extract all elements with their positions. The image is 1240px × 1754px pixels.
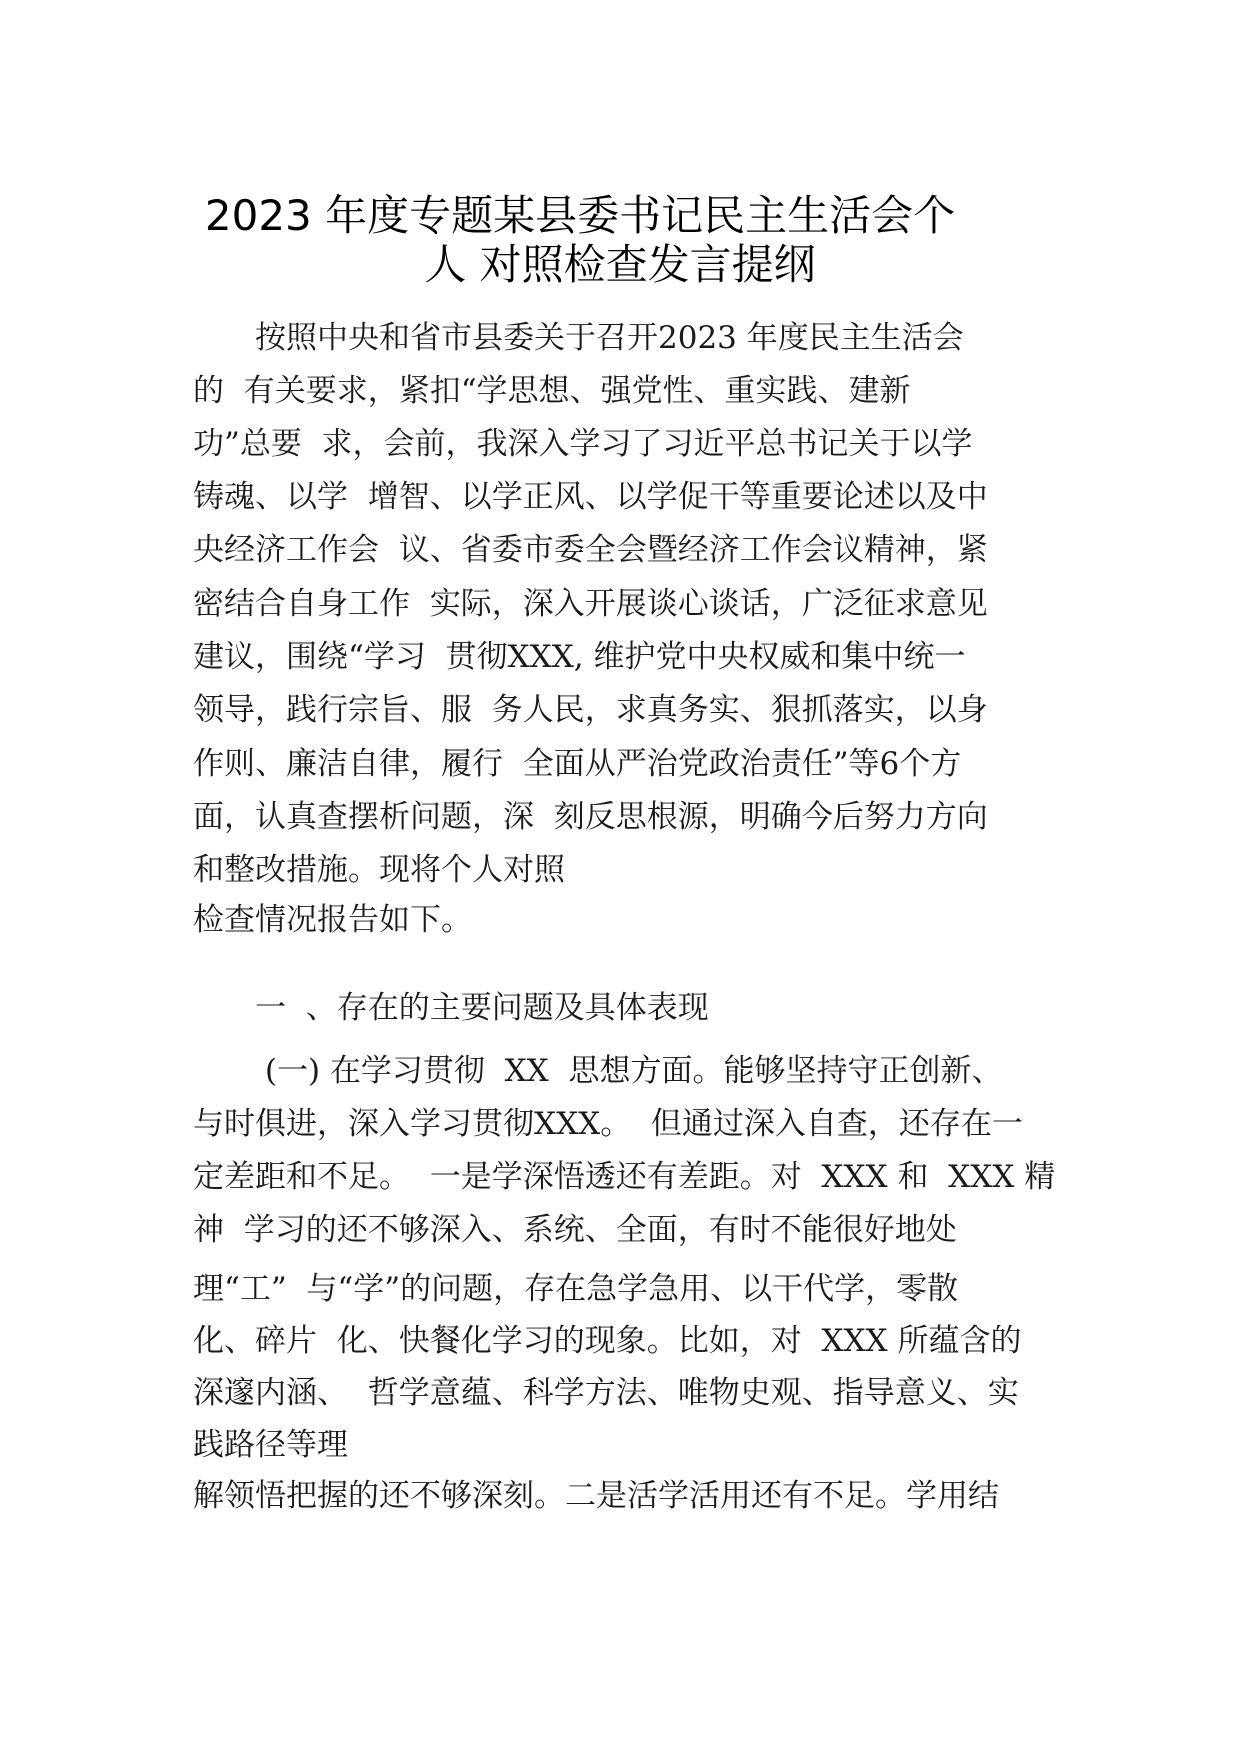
body-line: 的 有关要求，紧扣“学思想、强党性、重实践、建新 [193, 373, 911, 409]
body-line: 密结合自身工作 实际，深入开展谈心谈话，广泛征求意见 [193, 586, 988, 622]
body-line: 理“工” 与“学”的问题，存在急学急用、以干代学，零散 [193, 1271, 959, 1307]
body-line: 深邃内涵、 哲学意蕴、科学方法、唯物史观、指导意义、实 [193, 1375, 1019, 1411]
body-line: 和整改措施。现将个人对照 [193, 852, 565, 888]
body-line: 神 学习的还不够深入、系统、全面，有时不能很好地处 [193, 1212, 957, 1248]
body-line: 化、碎片 化、快餐化学习的现象。比如，对 XXX 所蕴含的 [193, 1323, 1022, 1359]
body-line: 按照中央和省市县委关于召开2023 年度民主生活会 [193, 320, 964, 356]
document-title-line-2: 人 对照检查发言提纲 [424, 240, 816, 289]
body-line: 央经济工作会 议、省委市委全会暨经济工作会议精神，紧 [193, 532, 988, 568]
body-line: 铸魂、以学 增智、以学正风、以学促干等重要论述以及中 [193, 479, 988, 515]
body-line: 定差距和不足。 一是学深悟透还有差距。对 XXX 和 XXX 精 [193, 1159, 1056, 1195]
body-line: 作则、廉洁自律，履行 全面从严治党政治责任”等6个方 [193, 746, 962, 782]
body-line: 功”总要 求，会前，我深入学习了习近平总书记关于以学 [193, 426, 973, 462]
body-line: 检查情况报告如下。 [193, 902, 472, 938]
body-line: 解领悟把握的还不够深刻。二是活学活用还有不足。学用结 [193, 1478, 999, 1514]
document-title-line-1: 2023 年度专题某县委书记民主生活会个 [204, 191, 956, 240]
section-heading: 一 、存在的主要问题及具体表现 [193, 990, 709, 1026]
body-line: 面，认真查摆析问题，深 刻反思根源，明确今后努力方向 [193, 799, 988, 835]
body-line: 建议，围绕“学习 贯彻XXX, 维护党中央权威和集中统一 [193, 639, 966, 675]
body-line: 领导，践行宗旨、服 务人民，求真务实、狠抓落实，以身 [193, 692, 988, 728]
body-line: 与时俱进，深入学习贯彻XXX。 但通过深入自查，还存在一 [193, 1106, 1023, 1142]
body-line: 践路径等理 [193, 1427, 348, 1463]
subsection-line: (一) 在学习贯彻 XX 思想方面。能够坚持守正创新、 [193, 1053, 1003, 1089]
